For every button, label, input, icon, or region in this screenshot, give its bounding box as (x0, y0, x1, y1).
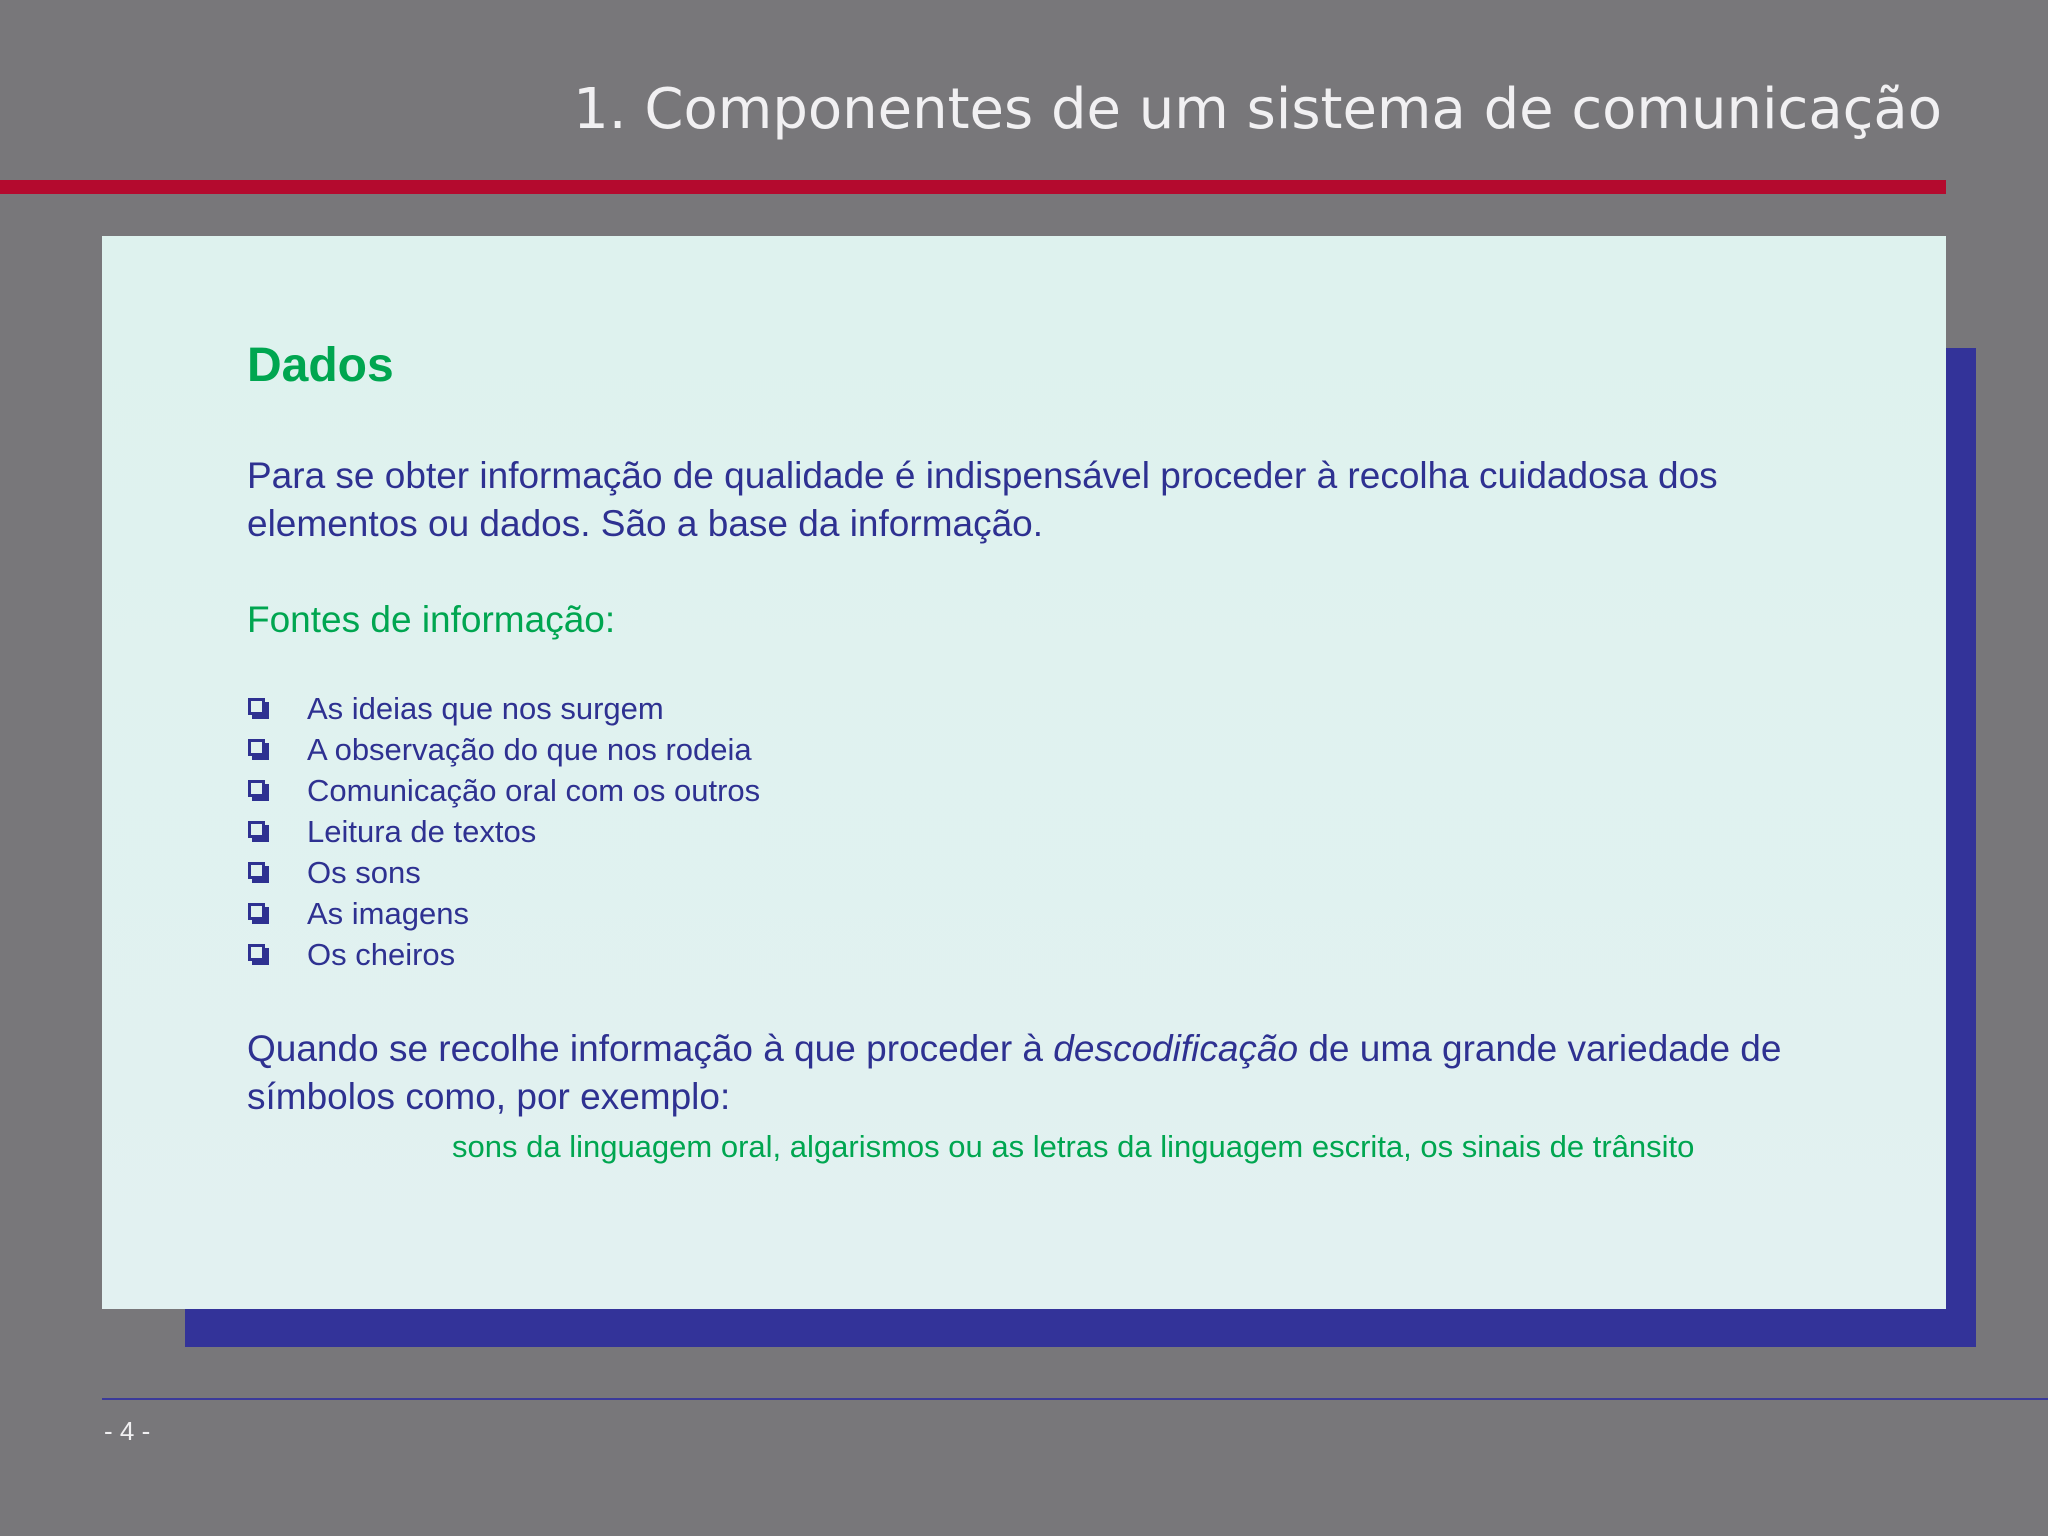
list-item-label: Os cheiros (307, 937, 456, 972)
list-item-label: A observação do que nos rodeia (307, 732, 752, 767)
list-item-label: Leitura de textos (307, 814, 537, 849)
content-panel (102, 236, 1946, 1309)
list-item (247, 811, 1927, 852)
title-divider (0, 180, 1946, 194)
list-item-label: As imagens (307, 896, 469, 931)
list-item-label: As ideias que nos surgem (307, 691, 664, 726)
sources-subheading: Fontes de informação: (247, 599, 616, 640)
section-heading: Dados (247, 339, 394, 392)
footer-divider (102, 1398, 2048, 1400)
checkbox-bullet-icon (248, 903, 265, 920)
sources-list (247, 688, 1927, 975)
checkbox-bullet-icon (248, 780, 265, 797)
closing-emphasis: descodificação (1053, 1028, 1299, 1069)
list-item (247, 934, 1927, 975)
checkbox-bullet-icon (248, 821, 265, 838)
list-item-label: Os sons (307, 855, 421, 890)
checkbox-bullet-icon (248, 739, 265, 756)
intro-paragraph: Para se obter informação de qualidade é indispensável proceder à recolha cuidadosa dos elementos ou dados. São a base da informação. (247, 455, 1718, 544)
checkbox-bullet-icon (248, 862, 265, 879)
list-item (247, 688, 1927, 729)
checkbox-bullet-icon (248, 698, 265, 715)
content-body (247, 338, 1927, 1167)
checkbox-bullet-icon (248, 944, 265, 961)
list-item (247, 729, 1927, 770)
list-item (247, 770, 1927, 811)
closing-text-end: de uma grande variedade de símbolos como, por exemplo: (247, 1028, 1782, 1117)
closing-paragraph (247, 1025, 1907, 1121)
page-number: - 4 - (104, 1416, 151, 1446)
slide-title: 1. Componentes de um sistema de comunicação (573, 77, 1942, 142)
list-item-label: Comunicação oral com os outros (307, 773, 761, 808)
examples-line: sons da linguagem oral, algarismos ou as letras da linguagem escrita, os sinais de trânsito (452, 1129, 1695, 1164)
list-item (247, 893, 1927, 934)
closing-text-start: Quando se recolhe informação à que proceder à (247, 1028, 1054, 1069)
list-item (247, 852, 1927, 893)
